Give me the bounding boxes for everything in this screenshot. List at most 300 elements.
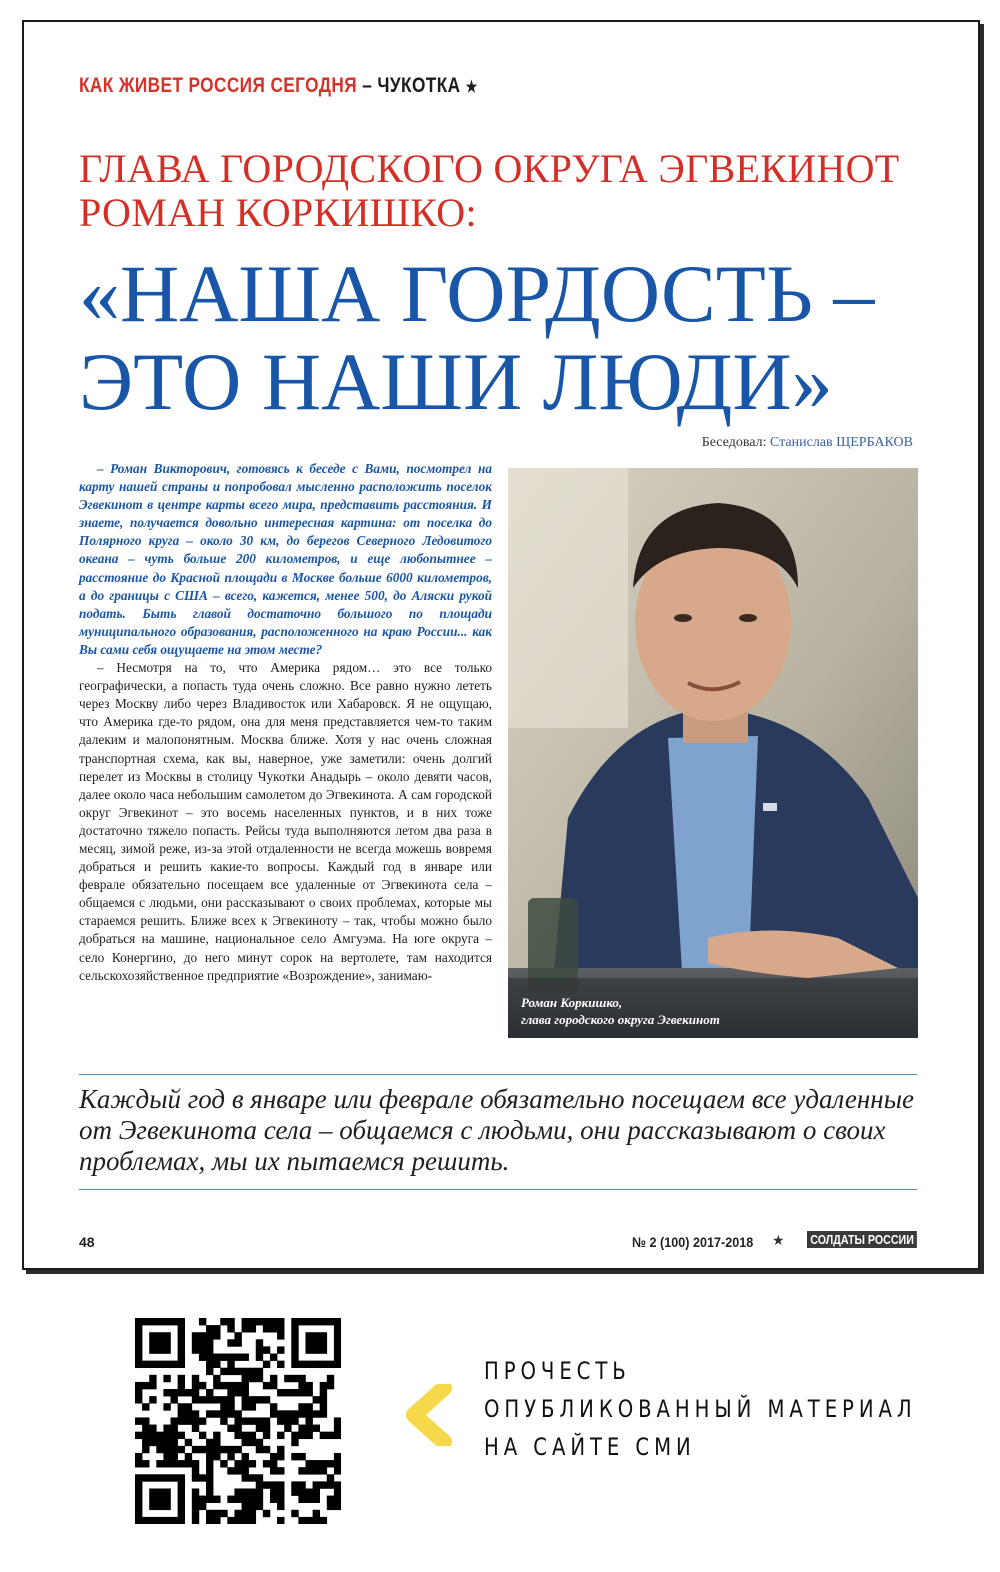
qr-module [220,1460,227,1467]
qr-module [213,1361,220,1368]
qr-module [135,1339,142,1346]
qr-module [135,1396,142,1403]
qr-module [178,1503,185,1510]
qr-module [178,1389,185,1396]
qr-module [227,1517,234,1524]
qr-module [142,1425,149,1432]
qr-module [305,1425,312,1432]
qr-module [313,1410,320,1417]
qr-module [256,1446,263,1453]
qr-module [163,1517,170,1524]
qr-module [163,1332,170,1339]
qr-module [192,1503,199,1510]
qr-module [142,1382,149,1389]
qr-module [227,1446,234,1453]
rubric-dash: – [362,74,373,97]
qr-module [327,1481,334,1488]
qr-module [263,1318,270,1325]
qr-module [242,1417,249,1424]
qr-module [249,1503,256,1510]
qr-module [242,1389,249,1396]
qr-module [206,1389,213,1396]
qr-module [171,1425,178,1432]
qr-module [249,1375,256,1382]
qr-module [263,1460,270,1467]
qr-module [334,1332,341,1339]
magazine-brand: СОЛДАТЫ РОССИИ [807,1231,917,1248]
qr-module [163,1361,170,1368]
headline-quote-line: «НАША ГОРДОСТЬ – [79,248,875,339]
qr-module [249,1439,256,1446]
qr-module [298,1403,305,1410]
qr-module [277,1346,284,1353]
qr-module [227,1389,234,1396]
page-number: 48 [79,1234,95,1250]
qr-module [206,1467,213,1474]
qr-module [242,1453,249,1460]
qr-module [178,1403,185,1410]
qr-module [178,1361,185,1368]
qr-module [163,1474,170,1481]
qr-module [142,1361,149,1368]
qr-module [291,1481,298,1488]
qr-module [242,1496,249,1503]
qr-module [313,1425,320,1432]
qr-module [263,1382,270,1389]
rubric-section: КАК ЖИВЕТ РОССИЯ СЕГОДНЯ [79,74,358,97]
qr-module [171,1439,178,1446]
qr-module [277,1318,284,1325]
qr-module [206,1510,213,1517]
qr-module [305,1382,312,1389]
qr-module [298,1410,305,1417]
qr-module [220,1417,227,1424]
qr-module [320,1396,327,1403]
qr-module [156,1318,163,1325]
qr-module [135,1503,142,1510]
byline-author: Станислав ЩЕРБАКОВ [769,435,913,450]
qr-module [284,1417,291,1424]
footer-star-icon: ★ [772,1234,785,1249]
qr-module [313,1496,320,1503]
qr-module [242,1503,249,1510]
qr-module [334,1488,341,1495]
qr-module [135,1382,142,1389]
qr-module [149,1432,156,1439]
qr-module [320,1339,327,1346]
qr-module [263,1481,270,1488]
qr-module [135,1361,142,1368]
qr-module [263,1325,270,1332]
qr-module [291,1332,298,1339]
qr-module [206,1474,213,1481]
pull-quote: Каждый год в январе или феврале обязательно посещаем все удаленные от Эгвекинота села – общаемся с людьми, они рассказывают о своих проблемах, мы их пытаемся решить. [79,1084,914,1176]
qr-module [242,1403,249,1410]
qr-module [234,1382,241,1389]
qr-module [185,1460,192,1467]
qr-module [185,1410,192,1417]
qr-module [149,1332,156,1339]
qr-module [171,1446,178,1453]
qr-module [192,1375,199,1382]
qr-module [256,1339,263,1346]
qr-module [242,1467,249,1474]
qr-module [234,1446,241,1453]
qr-module [135,1346,142,1353]
article-body [79,460,492,985]
qr-module [149,1361,156,1368]
qr-module [242,1368,249,1375]
qr-module [256,1417,263,1424]
qr-module [263,1446,270,1453]
qr-module [249,1474,256,1481]
qr-module [135,1332,142,1339]
qr-module [242,1382,249,1389]
qr-module [313,1517,320,1524]
qr-module [206,1517,213,1524]
qr-module [234,1467,241,1474]
qr-module [192,1425,199,1432]
qr-module [242,1439,249,1446]
qr-module [298,1375,305,1382]
qr-module [305,1496,312,1503]
qr-module [156,1460,163,1467]
qr-module [192,1467,199,1474]
qr-module [291,1453,298,1460]
qr-module [163,1403,170,1410]
portrait-photo [508,468,918,1038]
qr-module [298,1453,305,1460]
qr-module [220,1410,227,1417]
qr-module [192,1339,199,1346]
qr-module [227,1354,234,1361]
qr-module [199,1346,206,1353]
qr-module [256,1318,263,1325]
qr-module [277,1410,284,1417]
qr-module [135,1481,142,1488]
qr-module [213,1432,220,1439]
qr-module [327,1318,334,1325]
qr-module [213,1517,220,1524]
cta-line: ОПУБЛИКОВАННЫЙ МАТЕРИАЛ [484,1395,917,1423]
qr-module [249,1396,256,1403]
qr-module [156,1346,163,1353]
qr-module [227,1396,234,1403]
qr-module [135,1318,142,1325]
qr-module [220,1382,227,1389]
qr-module [185,1403,192,1410]
qr-module [227,1410,234,1417]
qr-module [192,1474,199,1481]
qr-module [242,1354,249,1361]
qr-module [320,1517,327,1524]
qr-module [298,1318,305,1325]
qr-module [149,1318,156,1325]
qr-module [277,1453,284,1460]
qr-module [234,1460,241,1467]
qr-module [163,1496,170,1503]
qr-module [291,1318,298,1325]
qr-module [263,1425,270,1432]
qr-module [156,1361,163,1368]
qr-module [334,1361,341,1368]
qr-module [298,1488,305,1495]
qr-module [171,1318,178,1325]
qr-module [135,1389,142,1396]
qr-module [313,1510,320,1517]
qr-module [206,1325,213,1332]
qr-module [277,1361,284,1368]
read-published-link[interactable] [484,1352,917,1466]
qr-module [163,1453,170,1460]
qr-module [320,1382,327,1389]
qr-module [327,1460,334,1467]
qr-module [313,1467,320,1474]
qr-module [298,1496,305,1503]
qr-module [263,1346,270,1353]
qr-module [320,1432,327,1439]
qr-module [270,1460,277,1467]
qr-module [213,1396,220,1403]
qr-module [291,1389,298,1396]
qr-module [192,1417,199,1424]
qr-module [178,1339,185,1346]
qr-module [334,1325,341,1332]
qr-module [305,1346,312,1353]
qr-module [313,1460,320,1467]
qr-module [213,1410,220,1417]
qr-module [334,1453,341,1460]
qr-module [199,1446,206,1453]
qr-module [178,1325,185,1332]
qr-module [277,1503,284,1510]
qr-module [178,1474,185,1481]
qr-module [277,1467,284,1474]
qr-module [135,1453,142,1460]
qr-module [277,1332,284,1339]
qr-module [135,1325,142,1332]
qr-module [334,1503,341,1510]
qr-module [163,1432,170,1439]
qr-module [334,1339,341,1346]
qr-module [249,1368,256,1375]
qr-module [142,1446,149,1453]
qr-module [234,1354,241,1361]
issue-number: № 2 (100) 2017-2018 [632,1234,754,1250]
qr-module [149,1503,156,1510]
headline-subtitle-line: ГЛАВА ГОРОДСКОГО ОКРУГА ЭГВЕКИНОТ [79,146,900,191]
qr-module [178,1318,185,1325]
qr-module [206,1354,213,1361]
qr-module [163,1318,170,1325]
qr-module [156,1474,163,1481]
qr-module [256,1474,263,1481]
interview-answer: – Несмотря на то, что Америка рядом… это все только географически, а попасть туда очень сложно. Все равно нужно лететь через Москву либо через Владивосток или Хабаровск. Я не ощущаю, что Америка где-то рядом, она для меня представляется чем-то таким далеким и малопонятным. Москва ближе. Хотя у нас очень сложная транспортная схема, как вы, наверное, уже заметили: очень долгий перелет из Москвы в столицу Чукотки Анадырь – около девяти часов, далее около часа небольшим самолетом до Эгвекинота. А сам городской округ Эгвекинот – это восемь населенных пунктов, и в них тоже достаточно тяжело попасть. Рейсы туда выполняются летом два раза в месяц, зимой реже, из-за этой отдаленности не всегда можешь вовремя добраться и решить какие-то вопросы. Каждый год в январе или феврале обязательно посещаем все удаленные от Эгвекинота села – общаемся с людьми, они рассказывают о своих проблемах, которые мы стараемся решить. Ближе всех к Эгвекиноту – так, чтобы можно было добраться на машине, национальное село Амгуэма. На юге округа – село Конергино, до него минут сорок на вертолете, там находится сельскохозяйственное предприятие «Возрождение», занимаю- [79,660,492,983]
qr-module [305,1432,312,1439]
qr-module [206,1496,213,1503]
qr-module [313,1339,320,1346]
qr-module [163,1446,170,1453]
qr-module [142,1417,149,1424]
qr-module [334,1425,341,1432]
qr-module [313,1481,320,1488]
qr-module [192,1517,199,1524]
qr-module [291,1410,298,1417]
headline-subtitle [79,147,939,235]
qr-module [213,1332,220,1339]
qr-module [249,1517,256,1524]
qr-module [178,1446,185,1453]
qr-module [220,1396,227,1403]
qr-module [327,1474,334,1481]
qr-module [277,1325,284,1332]
qr-module [249,1403,256,1410]
qr-module [199,1503,206,1510]
qr-module [313,1488,320,1495]
qr-module [178,1517,185,1524]
qr-module [270,1467,277,1474]
qr-module [149,1439,156,1446]
cta-line: ПРОЧЕСТЬ [484,1357,631,1385]
qr-module [227,1368,234,1375]
qr-module [270,1481,277,1488]
qr-module [220,1354,227,1361]
qr-module [142,1460,149,1467]
qr-module [256,1481,263,1488]
qr-module [171,1517,178,1524]
qr-module [220,1510,227,1517]
qr-module [192,1446,199,1453]
qr-module [135,1474,142,1481]
qr-module [163,1346,170,1353]
section-rubric [79,74,478,98]
qr-module [192,1488,199,1495]
qr-module [199,1474,206,1481]
qr-module [313,1396,320,1403]
qr-module [227,1325,234,1332]
qr-module [263,1510,270,1517]
qr-module [213,1375,220,1382]
qr-module [149,1375,156,1382]
qr-module [305,1467,312,1474]
qr-module [320,1318,327,1325]
qr-module [156,1446,163,1453]
qr-module [234,1417,241,1424]
qr-module [327,1361,334,1368]
qr-module [234,1339,241,1346]
qr-module [242,1510,249,1517]
qr-module [256,1375,263,1382]
qr-module [249,1432,256,1439]
qr-module [234,1368,241,1375]
qr-module [291,1488,298,1495]
qr-module [277,1432,284,1439]
qr-module [327,1382,334,1389]
qr-module [242,1396,249,1403]
qr-module [320,1346,327,1353]
qr-module [277,1517,284,1524]
qr-module [256,1396,263,1403]
qr-module [178,1417,185,1424]
qr-module [149,1488,156,1495]
qr-module [213,1354,220,1361]
qr-module [277,1389,284,1396]
qr-module [334,1460,341,1467]
qr-module [234,1389,241,1396]
qr-module [298,1432,305,1439]
qr-module [227,1361,234,1368]
qr-module [163,1339,170,1346]
qr-module [270,1354,277,1361]
qr-module [185,1389,192,1396]
qr-module [298,1425,305,1432]
qr-module [270,1403,277,1410]
qr-module [135,1417,142,1424]
qr-module [320,1460,327,1467]
qr-module [135,1496,142,1503]
qr-module [334,1354,341,1361]
qr-module [320,1361,327,1368]
qr-module [178,1510,185,1517]
qr-module [220,1446,227,1453]
qr-module [320,1403,327,1410]
qr-module [206,1481,213,1488]
qr-module [284,1389,291,1396]
qr-module [320,1332,327,1339]
qr-module [249,1510,256,1517]
qr-module [227,1467,234,1474]
qr-module [227,1339,234,1346]
qr-module [291,1439,298,1446]
qr-module [192,1496,199,1503]
qr-module [334,1467,341,1474]
qr-module [242,1318,249,1325]
qr-module [327,1432,334,1439]
qr-module [192,1510,199,1517]
qr-module [171,1460,178,1467]
qr-module [149,1496,156,1503]
qr-module [298,1361,305,1368]
photo-caption [521,994,720,1028]
qr-module [192,1396,199,1403]
qr-module [320,1467,327,1474]
qr-module [305,1410,312,1417]
qr-module [156,1439,163,1446]
rubric-region: ЧУКОТКА [377,74,461,97]
qr-module [249,1325,256,1332]
qr-module [178,1332,185,1339]
qr-code[interactable] [135,1318,341,1524]
qr-module [298,1467,305,1474]
qr-module [270,1496,277,1503]
qr-module [178,1488,185,1495]
qr-module [199,1354,206,1361]
qr-module [234,1496,241,1503]
qr-module [305,1460,312,1467]
qr-module [291,1375,298,1382]
qr-module [298,1481,305,1488]
qr-module [334,1417,341,1424]
qr-module [270,1325,277,1332]
qr-module [291,1510,298,1517]
qr-module [291,1346,298,1353]
qr-module [206,1460,213,1467]
qr-module [305,1361,312,1368]
qr-module [149,1474,156,1481]
pullquote-rule-top [79,1074,917,1075]
qr-module [305,1332,312,1339]
qr-module [270,1488,277,1495]
